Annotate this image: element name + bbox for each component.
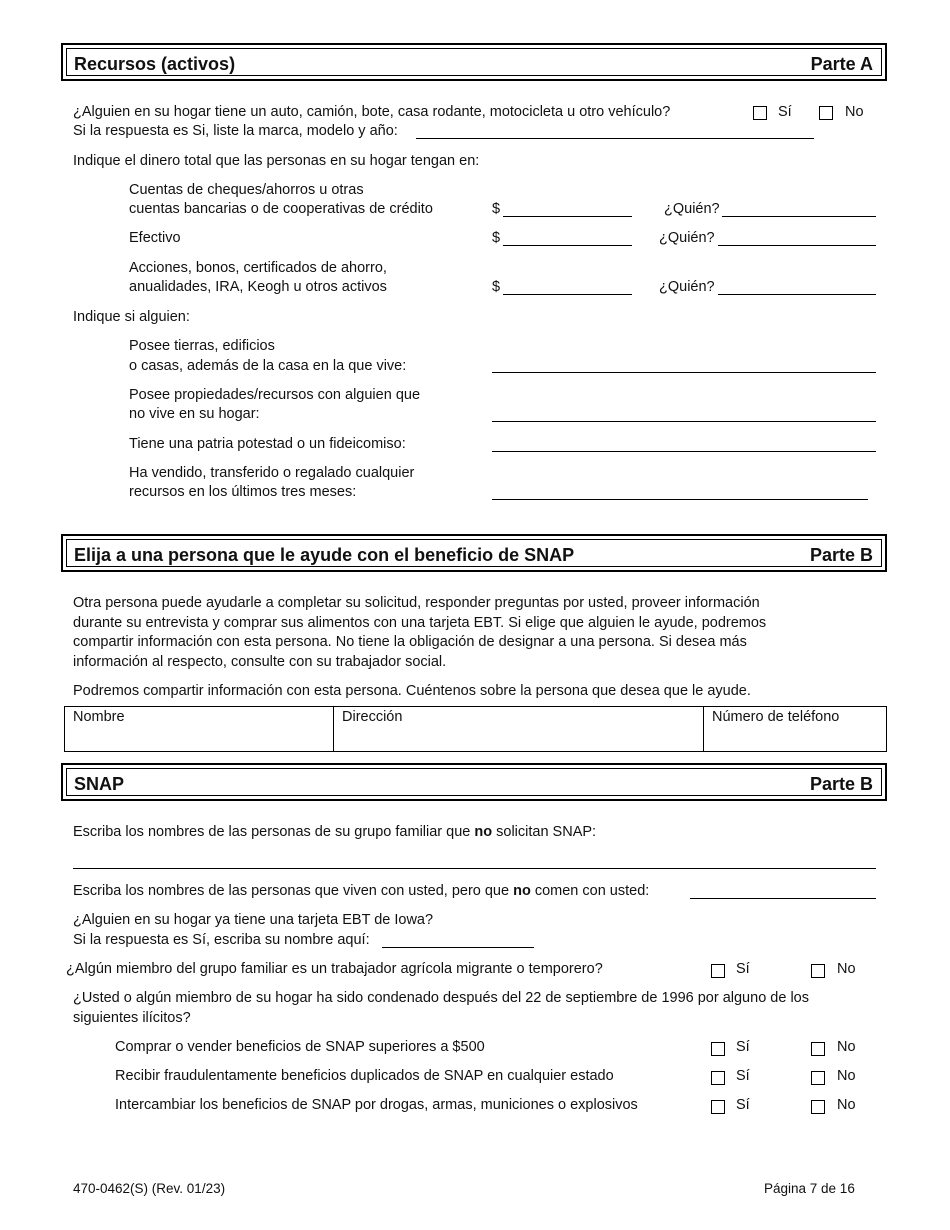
section-part: Parte B (809, 545, 873, 565)
sub-item-3-yes-label: Sí (736, 1097, 750, 1113)
trust-label: Tiene una patria potestad o un fideicomiso: (129, 436, 406, 452)
helper-share-text: Podremos compartir información con esta persona. Cuéntenos sobre la persona que desea que le ayude. (73, 683, 751, 699)
accounts-label-2: cuentas bancarias o de cooperativas de crédito (129, 201, 433, 217)
vehicle-no-label: No (845, 104, 864, 120)
sold-field[interactable] (492, 499, 868, 500)
helper-paragraph-line-4: información al respecto, consulte con su trabajador social. (73, 654, 447, 670)
indicate-label: Indique si alguien: (73, 309, 190, 325)
section-title: Recursos (activos) (74, 54, 236, 74)
sub-item-1-yes-label: Sí (736, 1039, 750, 1055)
not-applying-question: Escriba los nombres de las personas de su grupo familiar que no solicitan SNAP: (73, 824, 597, 840)
sub-item-1-no-label: No (837, 1039, 856, 1055)
sub-item-3-no-checkbox[interactable] (811, 1100, 825, 1114)
sub-item-3-yes-checkbox[interactable] (711, 1100, 725, 1114)
stocks-label-1: Acciones, bonos, certificados de ahorro, (129, 260, 387, 276)
helper-phone-label: Número de teléfono (712, 709, 840, 725)
migrant-no-label: No (837, 961, 856, 977)
shared-label-1: Posee propiedades/recursos con alguien que (129, 387, 421, 403)
helper-paragraph-line-1: Otra persona puede ayudarle a completar su solicitud, responder preguntas por usted, proveer información (73, 595, 760, 611)
not-eating-question: Escriba los nombres de las personas que viven con usted, pero que no comen con usted: (73, 883, 650, 899)
stocks-dollar: $ (492, 279, 501, 295)
vehicle-list-field[interactable] (416, 138, 814, 139)
not-eating-field[interactable] (690, 898, 876, 899)
sub-item-label: Comprar o vender beneficios de SNAP superiores a $500 (115, 1039, 485, 1055)
section-part: Parte A (810, 54, 873, 74)
vehicle-yes-label: Sí (778, 104, 792, 120)
accounts-label-1: Cuentas de cheques/ahorros u otras (129, 182, 364, 198)
helper-address-cell[interactable] (334, 707, 704, 752)
vehicle-question: ¿Alguien en su hogar tiene un auto, camión, bote, casa rodante, motocicleta u otro vehículo? (73, 104, 671, 120)
section-part: Parte B (809, 774, 873, 794)
cash-dollar: $ (492, 230, 501, 246)
trust-field[interactable] (492, 451, 876, 452)
vehicle-yes-checkbox[interactable] (753, 106, 767, 120)
helper-name-label: Nombre (73, 709, 125, 725)
ebt-question-1: ¿Alguien en su hogar ya tiene una tarjeta EBT de Iowa? (73, 912, 434, 928)
land-label-2: o casas, además de la casa en la que vive: (129, 358, 407, 374)
migrant-yes-label: Sí (736, 961, 750, 977)
shared-label-2: no vive en su hogar: (129, 406, 260, 422)
sub-item-2-yes-checkbox[interactable] (711, 1071, 725, 1085)
money-intro: Indique el dinero total que las personas en su hogar tengan en: (73, 153, 480, 169)
migrant-question: ¿Algún miembro del grupo familiar es un trabajador agrícola migrante o temporero? (66, 961, 603, 977)
ebt-question-2: Si la respuesta es Sí, escriba su nombre aquí: (73, 932, 370, 948)
sub-item-2-no-checkbox[interactable] (811, 1071, 825, 1085)
stocks-label-2: anualidades, IRA, Keogh u otros activos (129, 279, 387, 295)
stocks-who-label: ¿Quién? (659, 279, 715, 295)
accounts-who-field[interactable] (722, 216, 876, 217)
table-row (65, 707, 887, 752)
sub-item-1-yes-checkbox[interactable] (711, 1042, 725, 1056)
land-field[interactable] (492, 372, 876, 373)
page-number: Página 7 de 16 (764, 1181, 855, 1196)
convicted-question-2: siguientes ilícitos? (73, 1010, 191, 1026)
helper-paragraph-line-2: durante su entrevista y comprar sus alimentos con una tarjeta EBT. Si elige que alguien le ayude, podremos (73, 615, 767, 631)
accounts-amount-field[interactable] (503, 216, 632, 217)
section-title: SNAP (74, 774, 125, 794)
helper-info-table (64, 706, 887, 752)
shared-field[interactable] (492, 421, 876, 422)
form-number: 470-0462(S) (Rev. 01/23) (73, 1181, 226, 1196)
sold-label-1: Ha vendido, transferido o regalado cualquier (129, 465, 415, 481)
sub-item-label: Recibir fraudulentamente beneficios duplicados de SNAP en cualquier estado (115, 1068, 614, 1084)
sub-item-2-no-label: No (837, 1068, 856, 1084)
sub-item-label: Intercambiar los beneficios de SNAP por drogas, armas, municiones o explosivos (115, 1097, 638, 1113)
migrant-no-checkbox[interactable] (811, 964, 825, 978)
cash-who-field[interactable] (718, 245, 876, 246)
stocks-who-field[interactable] (718, 294, 876, 295)
section-header-resources (61, 43, 887, 81)
helper-paragraph-line-3: compartir información con esta persona. No tiene la obligación de designar a una persona. Si desea más (73, 634, 747, 650)
ebt-name-field[interactable] (382, 947, 534, 948)
section-header-helper (61, 534, 887, 572)
cash-who-label: ¿Quién? (659, 230, 715, 246)
section-header-inner (66, 539, 882, 567)
not-applying-field[interactable] (73, 868, 876, 869)
cash-amount-field[interactable] (503, 245, 632, 246)
stocks-amount-field[interactable] (503, 294, 632, 295)
helper-address-label: Dirección (342, 709, 403, 725)
sub-item-3-no-label: No (837, 1097, 856, 1113)
land-label-1: Posee tierras, edificios (129, 338, 275, 354)
migrant-yes-checkbox[interactable] (711, 964, 725, 978)
sub-item-1-no-checkbox[interactable] (811, 1042, 825, 1056)
vehicle-no-checkbox[interactable] (819, 106, 833, 120)
sub-item-2-yes-label: Sí (736, 1068, 750, 1084)
section-header-snap (61, 763, 887, 801)
helper-phone-cell[interactable] (704, 707, 887, 752)
vehicle-list-label: Si la respuesta es Si, liste la marca, modelo y año: (73, 123, 398, 139)
helper-name-cell[interactable] (65, 707, 334, 752)
convicted-question-1: ¿Usted o algún miembro de su hogar ha sido condenado después del 22 de septiembre de 1996 por alguno de los (73, 990, 809, 1006)
section-header-inner (66, 48, 882, 76)
cash-label: Efectivo (129, 230, 181, 246)
accounts-who-label: ¿Quién? (664, 201, 720, 217)
accounts-dollar: $ (492, 201, 501, 217)
sold-label-2: recursos en los últimos tres meses: (129, 484, 357, 500)
section-header-inner (66, 768, 882, 796)
section-title: Elija a una persona que le ayude con el beneficio de SNAP (74, 545, 575, 565)
